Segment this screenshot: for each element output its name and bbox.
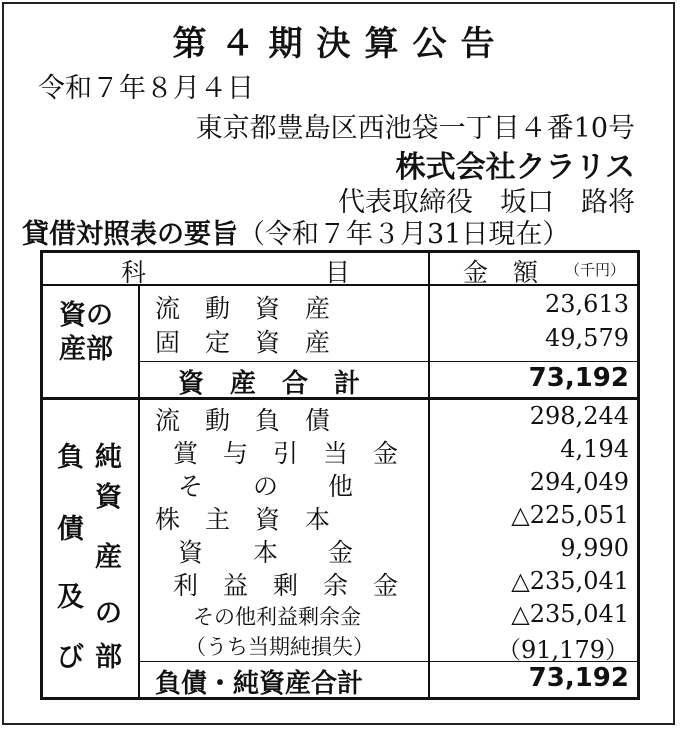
representative: 代表取締役 坂口 路将 [338, 187, 635, 218]
liability-row-value: 294,049 [529, 468, 629, 496]
liability-row-label: （うち当期純損失） [185, 635, 374, 659]
liability-total-value: 73,192 [528, 663, 629, 693]
amount-column-rule [428, 253, 430, 697]
asset-row-label: 流 動 資 産 [155, 294, 331, 323]
asset-row-value: 23,613 [545, 290, 629, 318]
asset-total-label: 資 産 合 計 [178, 369, 361, 399]
company-address: 東京都豊島区西池袋一丁目４番10号 [195, 113, 635, 144]
notice-title: 第４期決算公告 [172, 24, 509, 64]
group-column-rule [138, 284, 140, 697]
header-unit: （千円） [565, 261, 626, 279]
liability-row-value: 9,990 [560, 534, 629, 562]
balance-sheet-title [22, 212, 569, 251]
assets-group-label-1: 資の [59, 300, 113, 331]
company-name: 株式会社クラリス [395, 150, 635, 185]
liability-row-value: △235,041 [511, 567, 629, 595]
liabilities-group-label: 資 [95, 482, 122, 513]
header-amount: 金 額 [463, 258, 539, 287]
liability-row-value: △225,051 [511, 501, 629, 529]
liabilities-group-label: 負 [57, 442, 84, 473]
header-subject-2: 目 [325, 258, 351, 287]
liabilities-group-label: び [57, 642, 84, 673]
asset-total-value: 73,192 [528, 363, 629, 393]
balance-sheet-name: 貸借対照表の要旨 [22, 219, 238, 250]
liability-row-value: △235,041 [511, 600, 629, 628]
liability-row-label: その他利益剰余金 [193, 605, 361, 629]
liability-row-label: 株 主 資 本 [155, 505, 331, 534]
liabilities-group-label: 部 [95, 642, 122, 673]
liabilities-group-label: の [95, 598, 122, 629]
asset-row-value: 49,579 [545, 324, 629, 352]
liability-row-value: 4,194 [560, 435, 629, 463]
liabilities-group-label: 債 [57, 514, 84, 545]
asset-row-label: 固 定 資 産 [155, 328, 331, 357]
liability-row-value: （91,179） [497, 636, 629, 664]
header-subject-1: 科 [121, 258, 147, 287]
liability-row-label: 資 本 金 [178, 538, 354, 567]
liabilities-group-label: 純 [95, 442, 122, 473]
liability-total-label: 負債・純資産合計 [155, 669, 364, 699]
liability-row-label: 流 動 負 債 [155, 406, 331, 435]
notice-date: 令和７年８月４日 [38, 73, 254, 104]
liabilities-group-label: 産 [95, 542, 122, 573]
asset-total-rule [138, 361, 637, 362]
liability-row-value: 298,244 [529, 402, 629, 430]
liability-row-label: そ の 他 [178, 472, 354, 501]
liability-row-label: 賞 与 引 当 金 [173, 439, 399, 468]
assets-group-label-2: 産部 [59, 334, 113, 365]
balance-sheet-table [40, 250, 640, 700]
balance-sheet-period: （令和７年３月31日現在） [238, 219, 570, 250]
liability-row-label: 利 益 剰 余 金 [173, 571, 399, 600]
liabilities-group-label: 及 [57, 582, 84, 613]
